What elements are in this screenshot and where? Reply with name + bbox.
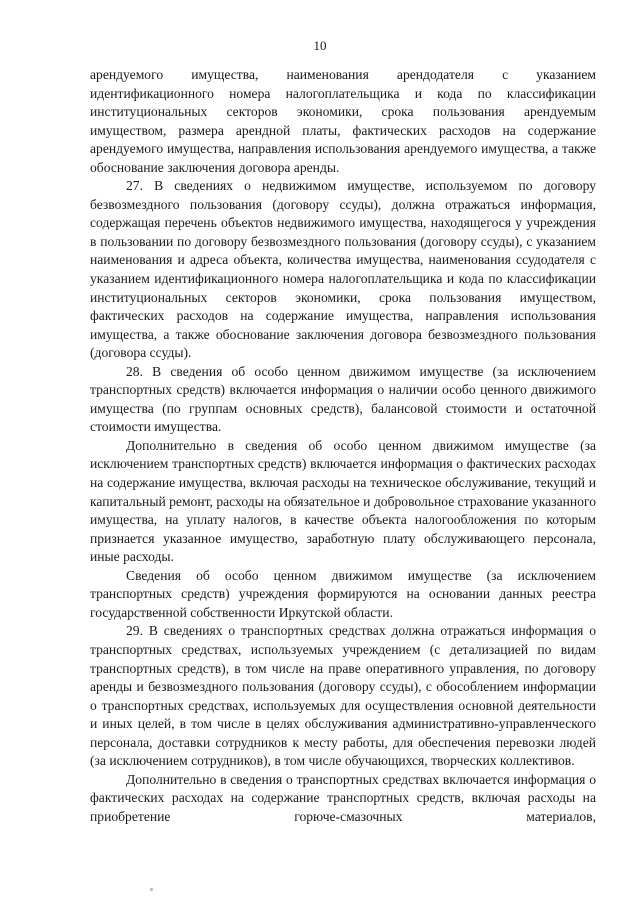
document-body bbox=[90, 66, 596, 826]
paragraph-item-29: 29. В сведениях о транспортных средствах должна отражаться информация о транспортных средствах, используемых учреждением (с детализацией по видам транспортных средств), в том числе на праве оперативного управления, по договору аренды и безвозмездного пользования (договору ссуды), с обособлением информации о транспортных средствах, используемых для осуществления основной деятельности и иных целей, в том числе в целях обслуживания административно-управленческого персонала, доставки сотрудников к месту работы, для обеспечения перевозки людей (за исключением сотрудников), в том числе обучающихся, творческих коллективов. bbox=[90, 623, 596, 769]
paragraph-registry-source: Сведения об особо ценном движимом имуществе (за исключением транспортных средств) учреждения формируются на основании данных реестра государственной собственности Иркутской области. bbox=[90, 567, 596, 620]
scan-speck bbox=[150, 888, 153, 891]
paragraph-additional-expenses: Дополнительно в сведения об особо ценном движимом имуществе (за исключением транспортных средств) включается информация о фактических расходах на содержание имущества, включая расходы на техническое обслуживание, текущий и капитальный ремонт, расходы на обязательное и добровольное страхование указанного имущества, на уплату налогов, в качестве объекта налогообложения по которым признается указанное имущество, заработную плату обслуживающего персонала, иные расходы. bbox=[90, 437, 596, 565]
page-number: 10 bbox=[313, 38, 327, 53]
paragraph-item-27: 27. В сведениях о недвижимом имуществе, используемом по договору безвозмездного пользования (договору ссуды), должна отражаться информация, содержащая перечень объектов недвижимого имущества, находящегося у учреждения в пользовании по договору безвозмездного пользования (договору ссуды), с указанием наименования и адреса объекта, количества имущества, наименования ссудодателя с указанием идентификационного номера налогоплательщика и кода по классификации институциональных секторов экономики, срока пользования имуществом, фактических расходов на содержание имущества, направления использования имущества, а также обоснование заключения договора безвозмездного пользования (договора ссуды). bbox=[90, 178, 596, 361]
paragraph-item-28: 28. В сведения об особо ценном движимом имуществе (за исключением транспортных средств) включается информация о наличии особо ценного движимого имущества (по группам основных средств), балансовой стоимости и остаточной стоимости имущества. bbox=[90, 363, 596, 435]
paragraph-continuation: арендуемого имущества, наименования арендодателя с указанием идентификационного номера налогоплательщика и кода по классификации институциональных секторов экономики, срока пользования арендуемым имуществом, размера арендной платы, фактических расходов на содержание арендуемого имущества, направления использования арендуемого имущества, а также обоснование заключения договора аренды. bbox=[90, 67, 596, 175]
paragraph-vehicle-expenses: Дополнительно в сведения о транспортных средствах включается информация о фактических расходах на содержание транспортных средств, включая расходы на приобретение горюче-смазочных материалов, bbox=[90, 771, 596, 824]
